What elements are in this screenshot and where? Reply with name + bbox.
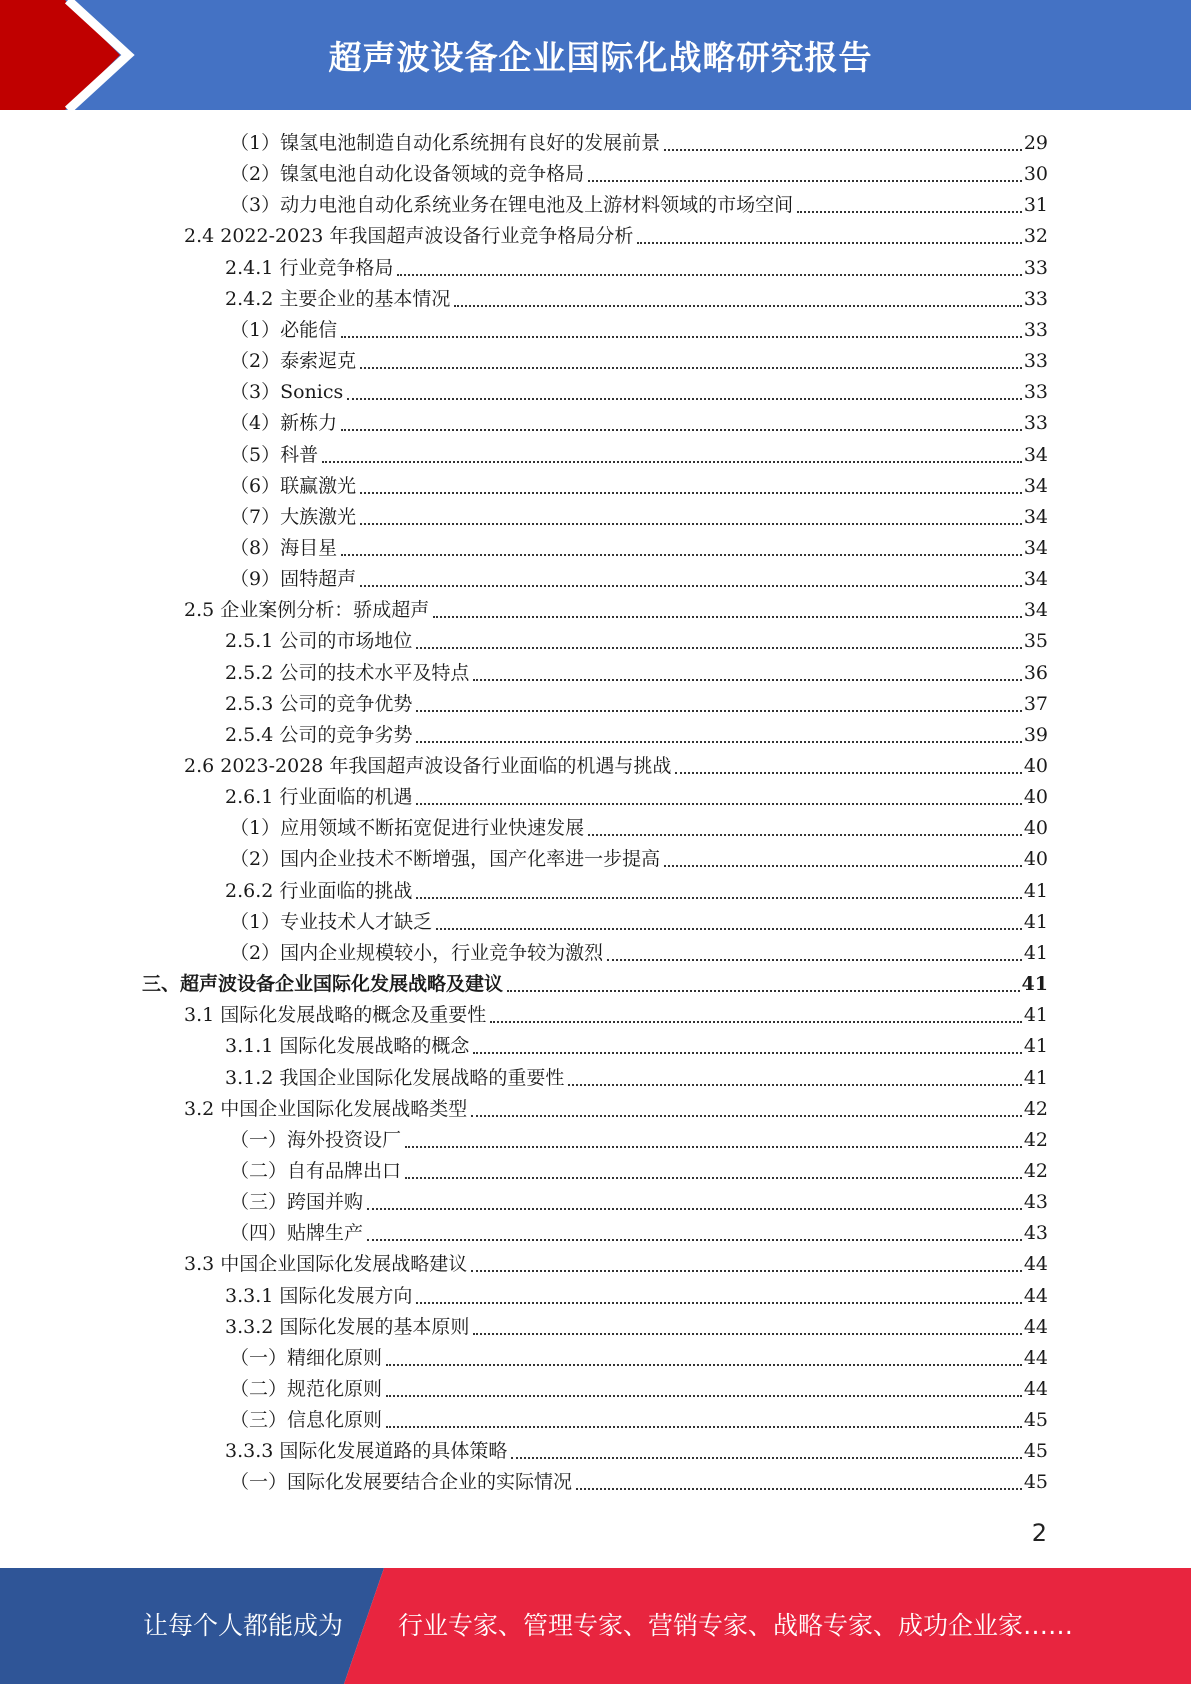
toc-entry[interactable] (230, 1467, 1048, 1498)
toc-entry[interactable] (225, 284, 1048, 315)
toc-entry-page: 33 (1023, 288, 1048, 310)
toc-entry-title: 3.3.3 国际化发展道路的具体策略 (225, 1440, 508, 1462)
toc-entry-title: 2.6.2 行业面临的挑战 (225, 880, 413, 902)
toc-entry[interactable] (230, 1343, 1048, 1374)
toc-entry[interactable] (230, 1125, 1048, 1156)
toc-entry-title: （1）应用领域不断拓宽促进行业快速发展 (230, 817, 585, 839)
toc-entry-title: 2.5.1 公司的市场地位 (225, 630, 413, 652)
toc-entry-title: 3.3 中国企业国际化发展战略建议 (184, 1253, 468, 1275)
toc-entry[interactable] (184, 751, 1048, 782)
toc-entry[interactable] (230, 502, 1048, 533)
toc-entry-title: （8）海目星 (230, 537, 338, 559)
toc-entry-title: 2.4.1 行业竞争格局 (225, 257, 394, 279)
toc-entry[interactable] (225, 720, 1048, 751)
toc-entry-page: 32 (1023, 225, 1048, 247)
toc-entry-title: （3）Sonics (230, 381, 344, 403)
toc-dot-leader (675, 772, 1021, 774)
toc-dot-leader (664, 865, 1022, 867)
toc-dot-leader (322, 461, 1022, 463)
toc-dot-leader (471, 1270, 1022, 1272)
toc-entry-page: 44 (1023, 1347, 1048, 1369)
toc-entry[interactable] (225, 689, 1048, 720)
toc-dot-leader (341, 336, 1022, 338)
toc-entry-title: （四）贴牌生产 (230, 1222, 364, 1244)
toc-entry[interactable] (230, 907, 1048, 938)
toc-entry-title: （2）国内企业规模较小，行业竞争较为激烈 (230, 942, 604, 964)
toc-entry-title: 3.2 中国企业国际化发展战略类型 (184, 1098, 468, 1120)
toc-entry-page: 34 (1023, 475, 1048, 497)
toc-dot-leader (416, 647, 1021, 649)
toc-entry-title: 2.6 2023-2028 年我国超声波设备行业面临的机遇与挑战 (184, 755, 672, 777)
toc-entry-page: 33 (1023, 257, 1048, 279)
report-header (0, 0, 1191, 110)
toc-entry[interactable] (230, 1156, 1048, 1187)
toc-dot-leader (471, 1115, 1022, 1117)
toc-entry[interactable] (230, 440, 1048, 471)
toc-entry-title: 三、超声波设备企业国际化发展战略及建议 (142, 973, 504, 995)
toc-entry-title: （7）大族激光 (230, 506, 357, 528)
toc-entry-page: 43 (1023, 1191, 1048, 1213)
toc-entry-page: 40 (1023, 786, 1048, 808)
toc-entry-page: 34 (1023, 599, 1048, 621)
toc-entry[interactable] (230, 533, 1048, 564)
toc-entry[interactable] (230, 844, 1048, 875)
toc-entry-page: 30 (1023, 163, 1048, 185)
toc-entry-page: 45 (1023, 1409, 1048, 1431)
toc-dot-leader (360, 492, 1022, 494)
toc-entry-page: 45 (1023, 1440, 1048, 1462)
toc-entry-title: （6）联赢激光 (230, 475, 357, 497)
toc-entry-page: 34 (1023, 537, 1048, 559)
toc-entry-title: 2.5.2 公司的技术水平及特点 (225, 662, 470, 684)
toc-dot-leader (473, 679, 1021, 681)
toc-entry-page: 39 (1023, 724, 1048, 746)
toc-entry-title: 3.3.1 国际化发展方向 (225, 1285, 413, 1307)
toc-dot-leader (473, 1052, 1021, 1054)
toc-dot-leader (511, 1457, 1021, 1459)
toc-entry-title: （4）新栋力 (230, 412, 338, 434)
toc-entry[interactable] (230, 128, 1048, 159)
toc-entry-page: 45 (1023, 1471, 1048, 1493)
toc-entry[interactable] (225, 782, 1048, 813)
toc-dot-leader (347, 398, 1022, 400)
toc-entry-title: （一）国际化发展要结合企业的实际情况 (230, 1471, 573, 1493)
toc-dot-leader (454, 305, 1021, 307)
toc-entry-page: 33 (1023, 381, 1048, 403)
toc-entry[interactable] (225, 626, 1048, 657)
toc-entry-page: 42 (1023, 1129, 1048, 1151)
toc-entry-title: （二）规范化原则 (230, 1378, 383, 1400)
toc-entry-page: 31 (1023, 194, 1048, 216)
toc-entry-title: 3.3.2 国际化发展的基本原则 (225, 1316, 470, 1338)
toc-entry-page: 41 (1023, 1035, 1048, 1057)
toc-entry-title: 2.6.1 行业面临的机遇 (225, 786, 413, 808)
toc-entry-page: 42 (1023, 1160, 1048, 1182)
toc-entry-title: （2）泰索迡克 (230, 350, 357, 372)
toc-entry-page: 40 (1023, 817, 1048, 839)
toc-entry-title: 2.5.4 公司的竞争劣势 (225, 724, 413, 746)
toc-entry[interactable] (184, 595, 1048, 626)
toc-dot-leader (360, 585, 1022, 587)
toc-entry[interactable] (225, 253, 1048, 284)
toc-entry-title: 2.5.3 公司的竞争优势 (225, 693, 413, 715)
toc-entry[interactable] (225, 876, 1048, 907)
toc-entry[interactable] (225, 1063, 1048, 1094)
toc-entry-title: （1）镍氢电池制造自动化系统拥有良好的发展前景 (230, 132, 661, 154)
toc-entry[interactable] (184, 221, 1048, 252)
toc-entry-title: 3.1.1 国际化发展战略的概念 (225, 1035, 470, 1057)
toc-entry-page: 44 (1023, 1316, 1048, 1338)
footer-slogan-right: 行业专家、管理专家、营销专家、战略专家、成功企业家…… (398, 1611, 1074, 1640)
toc-entry[interactable] (230, 1405, 1048, 1436)
toc-entry-page: 44 (1023, 1285, 1048, 1307)
toc-entry[interactable] (230, 471, 1048, 502)
toc-dot-leader (416, 741, 1021, 743)
toc-entry-page: 44 (1023, 1253, 1048, 1275)
toc-dot-leader (416, 803, 1021, 805)
toc-entry[interactable] (225, 1436, 1048, 1467)
toc-entry[interactable] (230, 1374, 1048, 1405)
toc-entry-page: 35 (1023, 630, 1048, 652)
toc-dot-leader (416, 897, 1021, 899)
toc-entry-page: 29 (1023, 132, 1048, 154)
toc-entry-page: 33 (1023, 350, 1048, 372)
toc-entry-title: （2）国内企业技术不断增强，国产化率进一步提高 (230, 848, 661, 870)
footer-slogan-left: 让每个人都能成为 (143, 1611, 344, 1640)
toc-entry-page: 41 (1023, 880, 1048, 902)
toc-entry-page: 37 (1023, 693, 1048, 715)
toc-dot-leader (367, 1239, 1022, 1241)
toc-dot-leader (386, 1364, 1022, 1366)
toc-dot-leader (507, 990, 1020, 992)
toc-entry[interactable] (230, 315, 1048, 346)
toc-entry-page: 41 (1023, 911, 1048, 933)
toc-entry[interactable] (230, 938, 1048, 969)
toc-entry-page: 42 (1023, 1098, 1048, 1120)
toc-entry-page: 33 (1023, 412, 1048, 434)
toc-entry[interactable] (230, 1218, 1048, 1249)
toc-dot-leader (405, 1146, 1022, 1148)
toc-dot-leader (797, 211, 1022, 213)
toc-entry[interactable] (230, 1187, 1048, 1218)
toc-entry[interactable] (184, 1000, 1048, 1031)
toc-entry[interactable] (225, 1031, 1048, 1062)
toc-entry-page: 34 (1023, 444, 1048, 466)
toc-dot-leader (386, 1426, 1022, 1428)
toc-entry[interactable] (225, 1312, 1048, 1343)
toc-entry[interactable] (184, 1249, 1048, 1280)
toc-entry-page: 44 (1023, 1378, 1048, 1400)
toc-entry-title: （1）专业技术人才缺乏 (230, 911, 433, 933)
toc-dot-leader (490, 1021, 1022, 1023)
toc-dot-leader (576, 1488, 1022, 1490)
toc-entry-title: （二）自有品牌出口 (230, 1160, 402, 1182)
toc-dot-leader (433, 616, 1022, 618)
toc-dot-leader (360, 367, 1022, 369)
toc-dot-leader (416, 710, 1021, 712)
toc-dot-leader (341, 554, 1022, 556)
footer-banner (0, 1568, 1191, 1684)
toc-entry-title: 3.1 国际化发展战略的概念及重要性 (184, 1004, 487, 1026)
toc-dot-leader (588, 180, 1022, 182)
toc-dot-leader (607, 959, 1022, 961)
toc-dot-leader (386, 1395, 1022, 1397)
toc-entry-page: 41 (1023, 942, 1048, 964)
toc-entry-title: （2）镍氢电池自动化设备领域的竞争格局 (230, 163, 585, 185)
toc-entry[interactable] (184, 1094, 1048, 1125)
toc-entry-page: 40 (1023, 848, 1048, 870)
toc-dot-leader (588, 834, 1022, 836)
toc-entry[interactable] (230, 813, 1048, 844)
toc-entry-page: 41 (1023, 1067, 1048, 1089)
toc-entry-page: 33 (1023, 319, 1048, 341)
toc-entry[interactable] (230, 159, 1048, 190)
toc-entry-title: （三）跨国并购 (230, 1191, 364, 1213)
toc-entry-title: （9）固特超声 (230, 568, 357, 590)
toc-entry[interactable] (230, 190, 1048, 221)
toc-entry-title: （3）动力电池自动化系统业务在锂电池及上游材料领域的市场空间 (230, 194, 794, 216)
toc-dot-leader (664, 149, 1022, 151)
toc-dot-leader (637, 242, 1021, 244)
report-title: 超声波设备企业国际化战略研究报告 (328, 37, 873, 77)
toc-entry[interactable] (230, 346, 1048, 377)
page-number: 2 (1031, 1519, 1047, 1547)
toc-entry-page: 36 (1023, 662, 1048, 684)
toc-entry-title: 2.5 企业案例分析：骄成超声 (184, 599, 430, 621)
toc-dot-leader (473, 1333, 1021, 1335)
toc-entry[interactable] (225, 1281, 1048, 1312)
toc-entry-page: 41 (1021, 973, 1048, 995)
toc-dot-leader (397, 274, 1021, 276)
toc-entry-title: 2.4 2022-2023 年我国超声波设备行业竞争格局分析 (184, 225, 634, 247)
toc-dot-leader (568, 1084, 1021, 1086)
toc-dot-leader (436, 928, 1022, 930)
toc-entry-title: 3.1.2 我国企业国际化发展战略的重要性 (225, 1067, 565, 1089)
toc-entry[interactable] (225, 658, 1048, 689)
toc-entry-title: （三）信息化原则 (230, 1409, 383, 1431)
toc-entry-page: 34 (1023, 568, 1048, 590)
toc-dot-leader (360, 523, 1022, 525)
toc-entry-page: 40 (1023, 755, 1048, 777)
toc-entry-title: （一）海外投资设厂 (230, 1129, 402, 1151)
toc-entry-page: 34 (1023, 506, 1048, 528)
toc-entry-page: 41 (1023, 1004, 1048, 1026)
toc-entry-title: （5）科普 (230, 444, 319, 466)
toc-entry[interactable] (142, 969, 1048, 1000)
toc-entry[interactable] (230, 408, 1048, 439)
toc-dot-leader (341, 429, 1022, 431)
toc-entry-title: 2.4.2 主要企业的基本情况 (225, 288, 451, 310)
toc-entry-title: （1）必能信 (230, 319, 338, 341)
toc-entry-page: 43 (1023, 1222, 1048, 1244)
toc-dot-leader (367, 1208, 1022, 1210)
toc-dot-leader (405, 1177, 1022, 1179)
toc-entry-title: （一）精细化原则 (230, 1347, 383, 1369)
toc-entry[interactable] (230, 564, 1048, 595)
toc-dot-leader (416, 1302, 1021, 1304)
toc-entry[interactable] (230, 377, 1048, 408)
